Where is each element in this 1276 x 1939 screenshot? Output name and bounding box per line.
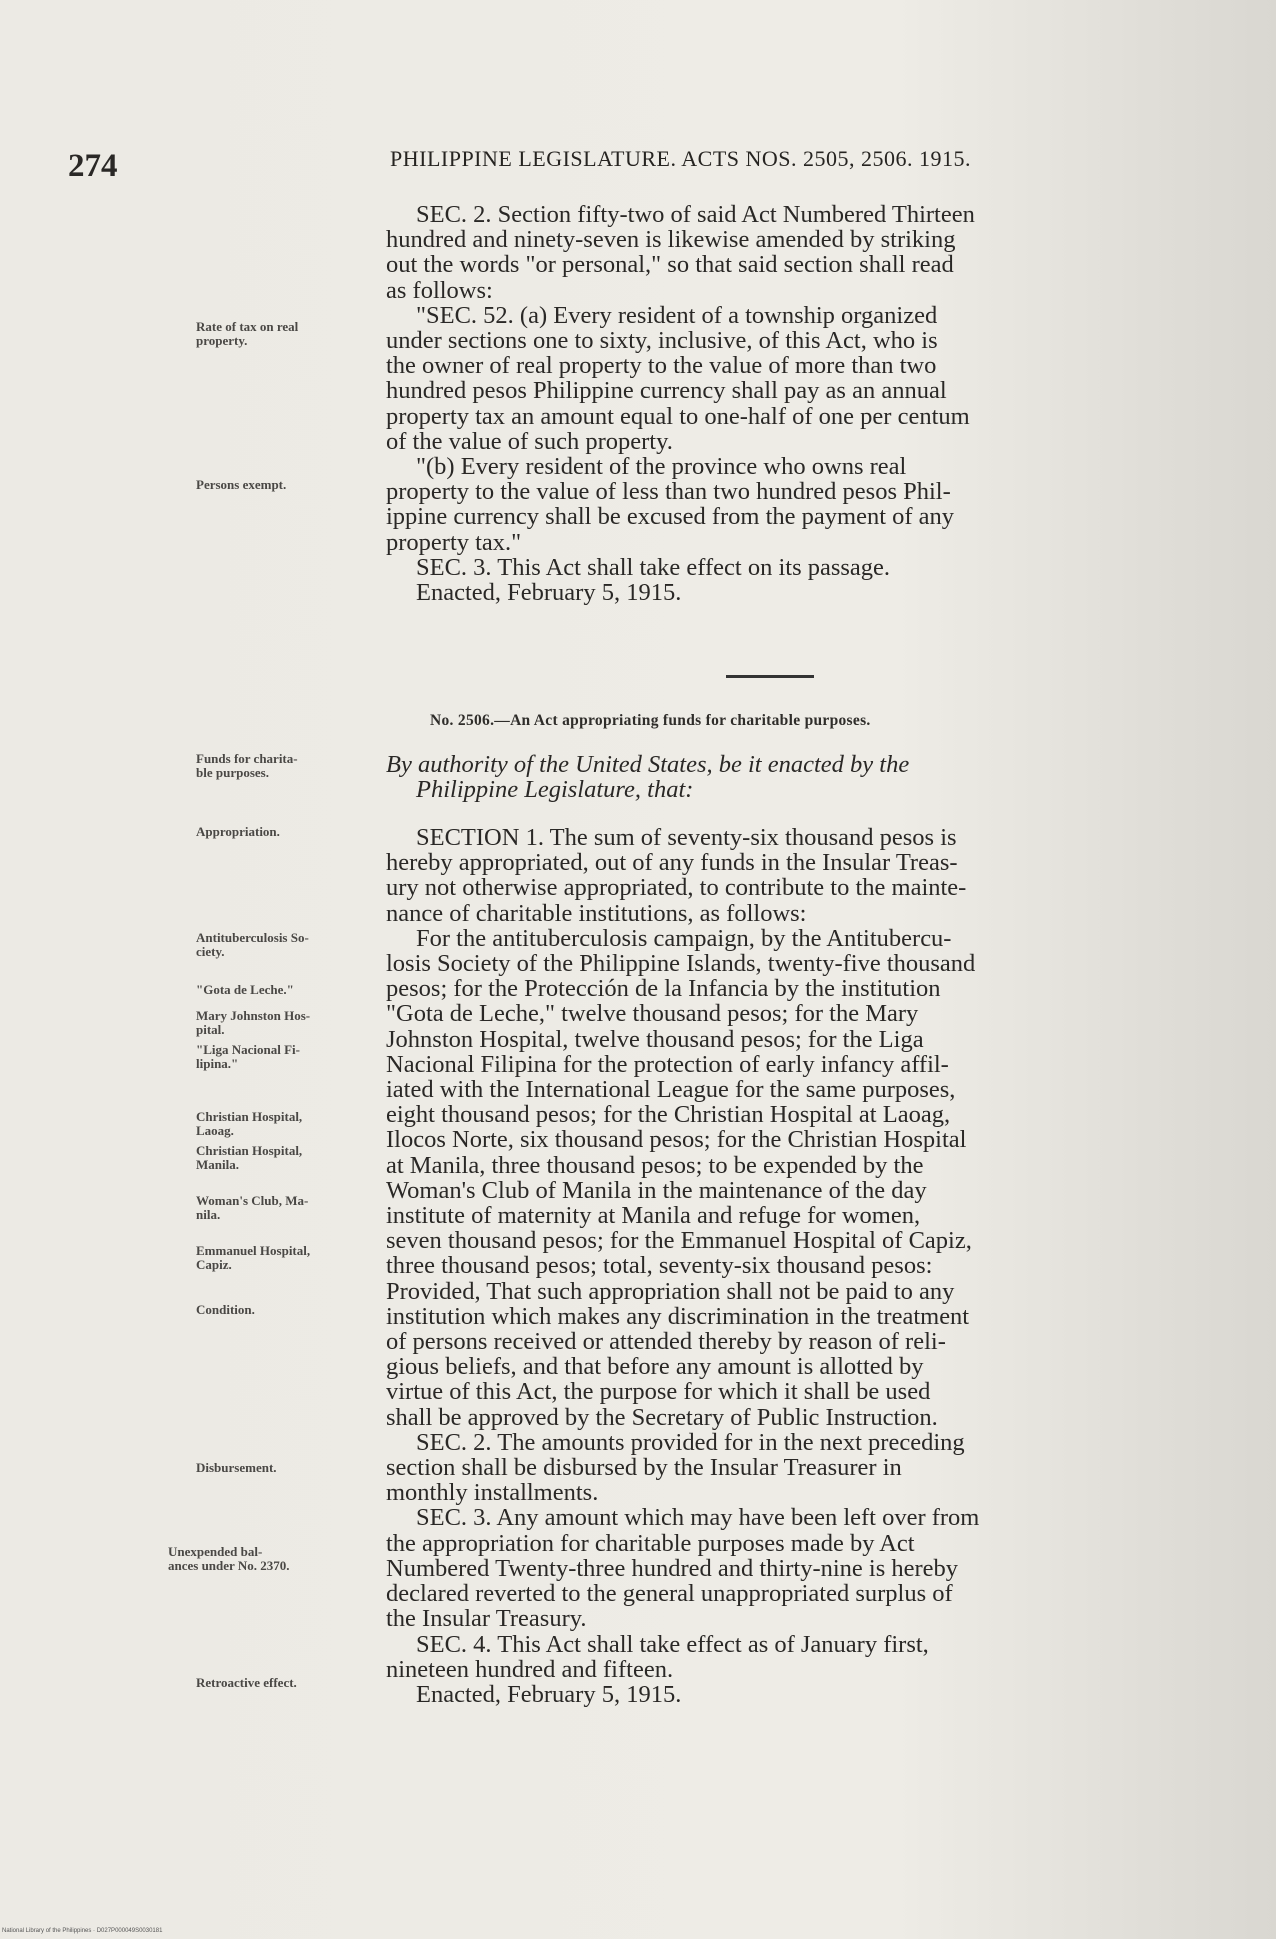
margin-note-disbursement: Disbursement. (196, 1460, 277, 1475)
text-line: SEC. 2. Section fifty-two of said Act Numbered Thirteen (416, 201, 975, 228)
text-line: property tax an amount equal to one-half of one per centum (386, 402, 970, 430)
text-line: For the antituberculosis campaign, by the Antitubercu- (416, 924, 952, 952)
running-head: PHILIPPINE LEGISLATURE. ACTS NOS. 2505, 2506. 1915. (390, 146, 972, 171)
text-line: ippine currency shall be excused from the payment of any (386, 503, 955, 531)
text-line: Woman's Club of Manila in the maintenance of the day (386, 1176, 927, 1204)
text-line: Nacional Filipina for the protection of early infancy affil- (386, 1050, 949, 1078)
text-line: of the value of such property. (386, 427, 673, 455)
text-line: "(b) Every resident of the province who owns real (416, 453, 907, 481)
text-line: under sections one to sixty, inclusive, of this Act, who is (386, 327, 938, 355)
page-number: 274 (68, 148, 118, 184)
text-line: declared reverted to the general unappropriated surplus of (386, 1580, 953, 1608)
text-line: at Manila, three thousand pesos; to be expended by the (386, 1151, 924, 1179)
text-line: SECTION 1. The sum of seventy-six thousand pesos is (416, 824, 957, 851)
text-line: institute of maternity at Manila and refuge for women, (386, 1202, 921, 1230)
act-2505-text (386, 202, 1184, 605)
text-line: losis Society of the Philippine Islands, twenty-five thousand (386, 950, 976, 978)
enacted-date: Enacted, February 5, 1915. (416, 579, 682, 607)
text-line: shall be approved by the Secretary of Public Instruction. (386, 1403, 938, 1431)
text-line: By authority of the United States, be it enacted by the (386, 751, 910, 778)
text-line: the owner of real property to the value of more than two (386, 352, 937, 380)
scan-footer: National Library of the Philippines · D027P000049S0030181 (2, 1928, 163, 1934)
text-line: hundred pesos Philippine currency shall pay as an annual (386, 377, 947, 405)
text-line: gious beliefs, and that before any amount is allotted by (386, 1353, 924, 1381)
margin-note-funds: Funds for charita- ble purposes. (196, 751, 298, 780)
text-line: SEC. 3. This Act shall take effect on its passage. (416, 553, 891, 581)
text-line: SEC. 3. Any amount which may have been left over from (416, 1504, 980, 1532)
text-line: the appropriation for charitable purposes made by Act (386, 1529, 915, 1557)
text-line: property tax." (386, 528, 522, 556)
text-line: hundred and ninety-seven is likewise amended by striking (386, 226, 956, 254)
text-line: Philippine Legislature, that: (416, 776, 694, 804)
text-line: section shall be disbursed by the Insular Treasurer in (386, 1454, 902, 1482)
text-line: ury not otherwise appropriated, to contribute to the mainte- (386, 874, 967, 902)
text-line: Johnston Hospital, twelve thousand pesos; for the Liga (386, 1025, 924, 1053)
enacting-clause (386, 752, 1184, 802)
text-line: "SEC. 52. (a) Every resident of a township organized (416, 301, 938, 329)
margin-note-persons-exempt: Persons exempt. (196, 477, 287, 492)
text-line: virtue of this Act, the purpose for which it shall be used (386, 1378, 931, 1406)
margin-note-mary-johnston: Mary Johnston Hos- pital. (196, 1008, 311, 1037)
act-2506-text (386, 825, 1184, 1707)
margin-note-christian-manila: Christian Hospital, Manila. (196, 1143, 303, 1172)
margin-note-womans-club: Woman's Club, Ma- nila. (196, 1193, 309, 1222)
margin-note-antituberculosis: Antituberculosis So- ciety. (196, 930, 309, 959)
margin-note-rate-of-tax: Rate of tax on real property. (196, 319, 299, 348)
text-line: the Insular Treasury. (386, 1605, 587, 1633)
text-line: "Gota de Leche," twelve thousand pesos; for the Mary (386, 1000, 919, 1028)
margin-note-gota-de-leche: "Gota de Leche." (196, 982, 294, 997)
text-line: monthly installments. (386, 1479, 599, 1507)
text-line: institution which makes any discrimination in the treatment (386, 1302, 970, 1330)
margin-note-condition: Condition. (196, 1302, 255, 1317)
text-line: property to the value of less than two hundred pesos Phil- (386, 478, 951, 506)
text-line: three thousand pesos; total, seventy-six thousand pesos: (386, 1252, 933, 1280)
section-divider (726, 675, 814, 678)
text-line: iated with the International League for the same purposes, (386, 1076, 956, 1104)
margin-note-liga-nacional: "Liga Nacional Fi- lipina." (196, 1042, 300, 1071)
margin-note-retroactive: Retroactive effect. (196, 1675, 297, 1690)
text-line: nance of charitable institutions, as follows: (386, 899, 807, 927)
act-2506-title: No. 2506.—An Act appropriating funds for charitable purposes. (430, 712, 871, 729)
margin-note-appropriation: Appropriation. (196, 824, 280, 839)
margin-note-unexpended: Unexpended bal- ances under No. 2370. (168, 1544, 290, 1573)
text-line: SEC. 4. This Act shall take effect as of January first, (416, 1630, 929, 1658)
text-line: pesos; for the Protección de la Infancia by the institution (386, 975, 941, 1003)
text-line: Numbered Twenty-three hundred and thirty-nine is hereby (386, 1554, 959, 1582)
text-line: eight thousand pesos; for the Christian Hospital at Laoag, (386, 1101, 951, 1129)
margin-note-christian-laoag: Christian Hospital, Laoag. (196, 1109, 303, 1138)
text-line: seven thousand pesos; for the Emmanuel Hospital of Capiz, (386, 1227, 972, 1255)
margin-note-emmanuel: Emmanuel Hospital, Capiz. (196, 1243, 311, 1272)
text-line: Ilocos Norte, six thousand pesos; for the Christian Hospital (386, 1126, 967, 1154)
text-line: nineteen hundred and fifteen. (386, 1655, 674, 1683)
text-line: out the words "or personal," so that said section shall read (386, 251, 954, 279)
text-line: hereby appropriated, out of any funds in the Insular Treas- (386, 849, 958, 877)
text-line: as follows: (386, 276, 493, 304)
text-line: of persons received or attended thereby by reason of reli- (386, 1328, 946, 1356)
enacted-date: Enacted, February 5, 1915. (416, 1680, 682, 1708)
text-line: SEC. 2. The amounts provided for in the next preceding (416, 1428, 965, 1456)
text-line: Provided, That such appropriation shall not be paid to any (386, 1277, 955, 1305)
